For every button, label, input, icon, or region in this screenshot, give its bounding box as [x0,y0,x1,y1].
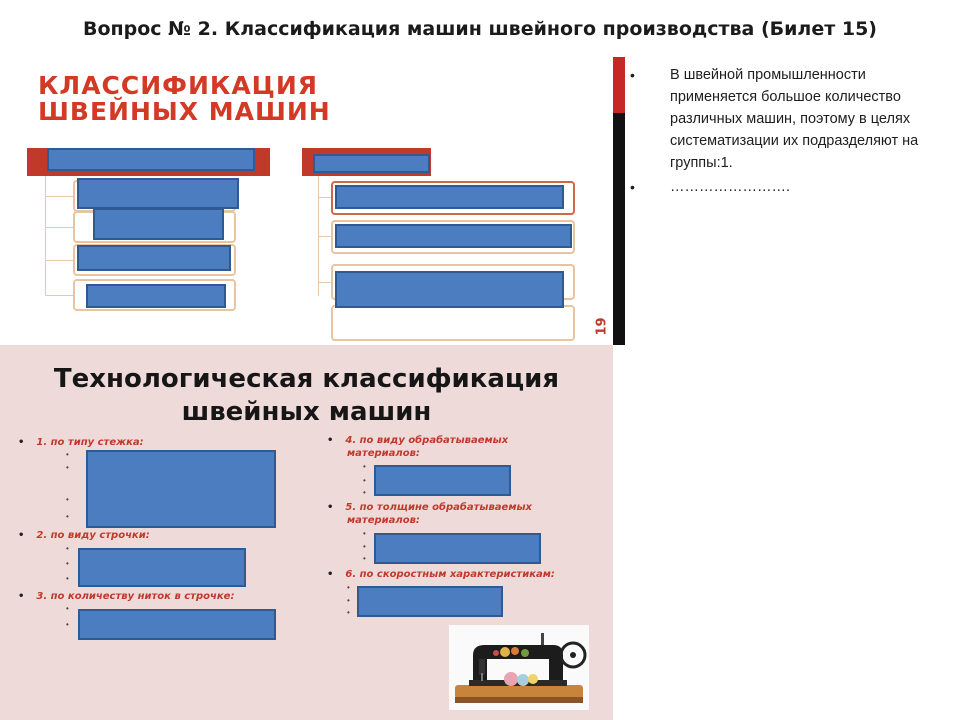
sub-bullet: • [66,620,69,629]
category-thread-count: • 3. по количеству ниток в строчке: [18,591,235,602]
bullet-list [650,64,940,200]
answer-cover-rect [86,450,276,528]
sub-bullet: • [66,559,69,568]
diagram-heading [38,73,331,125]
answer-cover-rect [357,586,503,617]
left-tree-branch [45,227,74,228]
answer-cover-rect [77,178,239,209]
sub-bullet: • [363,476,366,485]
category-speed: • 6. по скоростным характеристикам: [327,569,555,580]
bullet-item: • ……………………. [650,176,940,198]
classification-heading: Технологическая классификация швейных машин [53,364,560,427]
sub-bullet: • [363,462,366,471]
sub-bullet: • [363,488,366,497]
category-seam-type: • 2. по виду строчки: [18,530,150,541]
answer-cover-rect [374,465,511,496]
sub-bullet: • [66,512,69,521]
sub-bullet: • [363,542,366,551]
diagram-heading-line1: КЛАССИФИКАЦИЯ [38,71,319,100]
answer-cover-rect [77,245,231,271]
answer-cover-rect [47,148,255,171]
sub-bullet: • [66,463,69,472]
sub-bullet: • [363,529,366,538]
answer-cover-rect [313,154,430,173]
classification-diagram-image [0,57,613,345]
answer-cover-rect [335,224,572,248]
sub-bullet: • [66,495,69,504]
sub-bullet: • [66,604,69,613]
right-tree-branch [318,282,332,283]
sub-bullet: • [66,574,69,583]
bullet-item: • В швейной промышленности применяется большое количество различных машин, поэтому в целях систематизации их подразделяют на группы:1. [650,64,940,174]
right-tree-node [331,305,575,341]
sub-bullet: • [347,608,350,617]
answer-cover-rect [374,533,541,564]
right-tree-branch [318,197,332,198]
category-material-thickness: • 5. по толщине обрабатываемых материалов: [327,502,532,526]
answer-cover-rect [78,548,246,587]
sub-bullet: • [347,596,350,605]
category-stitch-type: • 1. по типу стежка: [18,437,144,448]
sub-bullet: • [66,450,69,459]
sub-bullet: • [363,554,366,563]
sub-bullet: • [347,583,350,592]
image-page-number: 19 [594,317,610,336]
right-tree-branch [318,236,332,237]
sewing-machine-image [449,625,589,710]
answer-cover-rect [335,185,564,209]
answer-cover-rect [86,284,226,308]
slide-title: Вопрос № 2. Классификация машин швейного производства (Билет 15) [82,18,877,40]
left-tree-branch [45,196,74,197]
left-tree-branch [45,260,74,261]
sub-bullet: • [66,544,69,553]
sewing-machine-icon [449,625,589,710]
diagram-heading-line2: ШВЕЙНЫХ МАШИН [38,97,331,126]
category-material-type: • 4. по виду обрабатываемых материалов: [327,435,509,459]
decorative-vertical-strip-red [613,57,625,113]
answer-cover-rect [335,271,564,308]
answer-cover-rect [78,609,276,640]
left-tree-connector [45,176,46,296]
technological-classification-image [0,345,613,720]
answer-cover-rect [93,208,224,240]
left-tree-branch [45,295,74,296]
